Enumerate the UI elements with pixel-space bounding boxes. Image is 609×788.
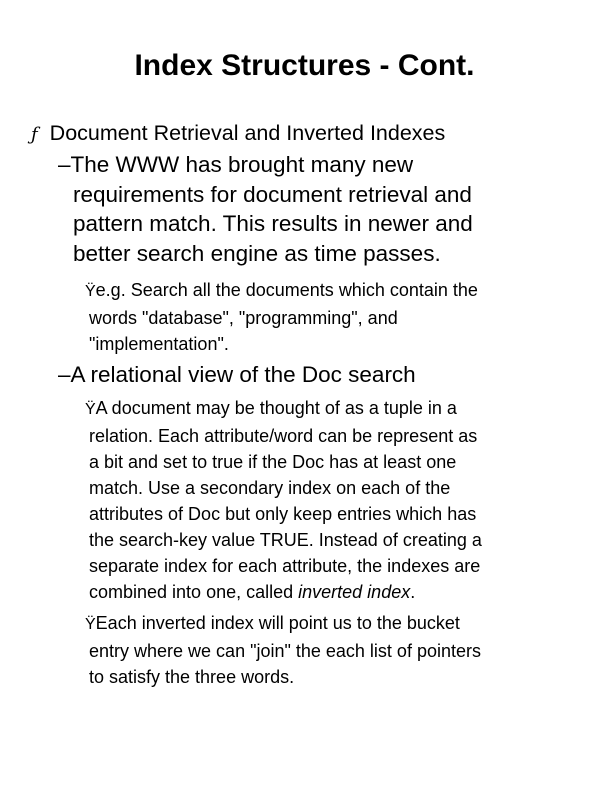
example-paragraph [85, 277, 585, 357]
relational-line-3: a bit and set to true if the Doc has at least one [89, 452, 457, 472]
relational-line-5: attributes of Doc but only keep entries which has [89, 504, 477, 524]
topic-heading [31, 118, 445, 150]
relational-line-1: ŸA document may be thought of as a tuple in a [85, 398, 457, 418]
relational-line-8: combined into one, called inverted index. [89, 582, 416, 602]
inverted-line-1: ŸEach inverted index will point us to the bucket [85, 613, 460, 633]
point-www-line-1: –The WWW has brought many new [58, 152, 414, 177]
dash-glyph: – [58, 152, 71, 177]
relational-line-2: relation. Each attribute/word can be represent as [89, 426, 478, 446]
page-title: Index Structures - Cont. [134, 49, 475, 82]
inverted-line-3: to satisfy the three words. [89, 667, 295, 687]
point-www [58, 150, 578, 268]
point-www-line-4: better search engine as time passes. [73, 240, 441, 266]
example-line-2: words "database", "programming", and [89, 308, 398, 328]
relational-line-6: the search-key value TRUE. Instead of creating a [89, 530, 482, 550]
point-www-line-2: requirements for document retrieval and [73, 181, 472, 207]
example-line-3: "implementation". [89, 334, 229, 354]
point-relational-heading: –A relational view of the Doc search [58, 362, 416, 387]
relational-line-4: match. Use a secondary index on each of the [89, 478, 451, 498]
dash-glyph: – [58, 362, 71, 387]
inverted-index-paragraph [85, 610, 585, 690]
bullet-glyph: Ÿ [85, 616, 96, 633]
bullet-glyph: ƒ [31, 124, 38, 145]
point-relational [58, 360, 578, 390]
example-line-1: Ÿe.g. Search all the documents which contain the [85, 280, 478, 300]
bullet-glyph: Ÿ [85, 401, 96, 418]
inverted-index-term: inverted index [298, 582, 411, 602]
topic-text: Document Retrieval and Inverted Indexes [49, 121, 446, 145]
relational-line-7: separate index for each attribute, the indexes are [89, 556, 481, 576]
point-www-line-3: pattern match. This results in newer and [73, 211, 473, 236]
bullet-glyph: Ÿ [85, 283, 96, 300]
relational-paragraph [85, 395, 585, 605]
inverted-line-2: entry where we can "join" the each list of pointers [89, 641, 481, 661]
